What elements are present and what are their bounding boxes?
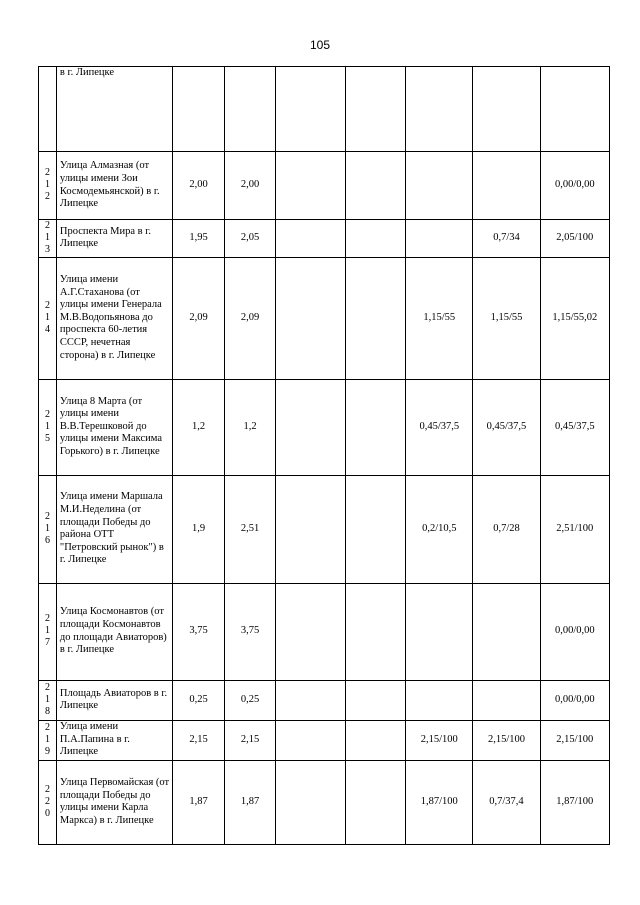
cell-num: [39, 379, 57, 475]
cell-c5: 1,87/100: [406, 760, 473, 844]
cell-c6: 2,15/100: [473, 720, 540, 760]
cell-c4: [345, 152, 405, 220]
cell-c2: 1,2: [224, 379, 276, 475]
cell-c4: [345, 379, 405, 475]
cell-c3: [276, 760, 345, 844]
page-number: 105: [309, 38, 331, 52]
cell-c2: 2,09: [224, 257, 276, 379]
cell-c1: 0,25: [173, 680, 225, 720]
cell-c6: [473, 680, 540, 720]
cell-c6: [473, 583, 540, 680]
cell-c4: [345, 680, 405, 720]
cell-c4: [345, 583, 405, 680]
cell-c5: [406, 67, 473, 152]
cell-num: [39, 257, 57, 379]
cell-c2: 2,15: [224, 720, 276, 760]
cell-c3: [276, 720, 345, 760]
cell-c3: [276, 583, 345, 680]
cell-c6: 0,7/34: [473, 220, 540, 258]
cell-c6: 1,15/55: [473, 257, 540, 379]
cell-c1: 1,9: [173, 475, 225, 583]
cell-c2: [224, 67, 276, 152]
cell-c7: 0,00/0,00: [540, 152, 609, 220]
table-row: [39, 152, 610, 220]
cell-c5: [406, 680, 473, 720]
table-row: [39, 680, 610, 720]
cell-num: [39, 67, 57, 152]
table-row: [39, 67, 610, 152]
table-row: [39, 379, 610, 475]
cell-c7: 0,45/37,5: [540, 379, 609, 475]
row-number: 213: [44, 220, 50, 255]
cell-c7: 2,51/100: [540, 475, 609, 583]
cell-c3: [276, 257, 345, 379]
cell-name: Площадь Авиаторов в г. Липецке: [56, 680, 172, 720]
row-number: 212: [44, 167, 50, 203]
row-number: 219: [44, 721, 50, 757]
cell-num: [39, 475, 57, 583]
cell-num: [39, 583, 57, 680]
cell-c4: [345, 257, 405, 379]
cell-c5: 2,15/100: [406, 720, 473, 760]
cell-c2: 0,25: [224, 680, 276, 720]
cell-c1: 2,00: [173, 152, 225, 220]
cell-c1: 2,09: [173, 257, 225, 379]
table-row: [39, 720, 610, 760]
cell-c1: 2,15: [173, 720, 225, 760]
cell-c1: 1,95: [173, 220, 225, 258]
cell-c7: 0,00/0,00: [540, 680, 609, 720]
cell-c5: [406, 152, 473, 220]
cell-c6: [473, 67, 540, 152]
cell-c2: 2,05: [224, 220, 276, 258]
cell-c3: [276, 680, 345, 720]
cell-c5: 0,2/10,5: [406, 475, 473, 583]
cell-c1: 1,2: [173, 379, 225, 475]
cell-num: [39, 760, 57, 844]
roads-table: [38, 66, 610, 845]
row-number: 220: [44, 783, 50, 819]
cell-c5: [406, 583, 473, 680]
row-number: 216: [44, 510, 50, 546]
table-row: [39, 257, 610, 379]
cell-c5: 1,15/55: [406, 257, 473, 379]
table-row: [39, 220, 610, 258]
cell-c4: [345, 220, 405, 258]
row-number: 214: [44, 299, 50, 335]
cell-c3: [276, 67, 345, 152]
cell-c1: 1,87: [173, 760, 225, 844]
cell-name: Улица Космонавтов (от площади Космонавтов до площади Авиаторов) в г. Липецке: [56, 583, 172, 680]
cell-c7: 1,15/55,02: [540, 257, 609, 379]
cell-name: Улица имени П.А.Папина в г. Липецке: [56, 720, 172, 760]
cell-c6: [473, 152, 540, 220]
cell-c7: 2,15/100: [540, 720, 609, 760]
cell-c3: [276, 379, 345, 475]
cell-name: Улица Первомайская (от площади Победы до улицы имени Карла Маркса) в г. Липецке: [56, 760, 172, 844]
cell-name: Улица 8 Марта (от улицы имени В.В.Терешковой до улицы имени Максима Горького) в г. Липецке: [56, 379, 172, 475]
cell-c7: 1,87/100: [540, 760, 609, 844]
cell-c2: 2,00: [224, 152, 276, 220]
cell-c5: [406, 220, 473, 258]
cell-c6: 0,7/28: [473, 475, 540, 583]
cell-c4: [345, 760, 405, 844]
cell-name: Проспекта Мира в г. Липецке: [56, 220, 172, 258]
cell-c6: 0,7/37,4: [473, 760, 540, 844]
cell-num: [39, 220, 57, 258]
cell-c4: [345, 720, 405, 760]
cell-c4: [345, 475, 405, 583]
cell-c2: 3,75: [224, 583, 276, 680]
table-row: [39, 760, 610, 844]
cell-num: [39, 680, 57, 720]
row-number: 218: [44, 681, 50, 717]
cell-c7: [540, 67, 609, 152]
table-row: [39, 475, 610, 583]
cell-name: Улица имени Маршала М.И.Неделина (от площади Победы до района ОТТ "Петровский рынок") в г. Липецке: [56, 475, 172, 583]
cell-num: [39, 152, 57, 220]
cell-c3: [276, 475, 345, 583]
cell-c7: 0,00/0,00: [540, 583, 609, 680]
row-number: 215: [44, 408, 50, 444]
cell-name: в г. Липецке: [56, 67, 172, 152]
cell-name: Улица имени А.Г.Стаханова (от улицы имени Генерала М.В.Водопьянова до проспекта 60-летия СССР, нечетная сторона) в г. Липецке: [56, 257, 172, 379]
table-body: [39, 67, 610, 845]
cell-c3: [276, 152, 345, 220]
cell-c1: 3,75: [173, 583, 225, 680]
cell-c3: [276, 220, 345, 258]
cell-name: Улица Алмазная (от улицы имени Зои Космодемьянской) в г. Липецке: [56, 152, 172, 220]
cell-c2: 2,51: [224, 475, 276, 583]
cell-c7: 2,05/100: [540, 220, 609, 258]
cell-c5: 0,45/37,5: [406, 379, 473, 475]
cell-c1: [173, 67, 225, 152]
cell-c2: 1,87: [224, 760, 276, 844]
row-number: 217: [44, 613, 50, 649]
cell-num: [39, 720, 57, 760]
table-row: [39, 583, 610, 680]
cell-c6: 0,45/37,5: [473, 379, 540, 475]
cell-c4: [345, 67, 405, 152]
